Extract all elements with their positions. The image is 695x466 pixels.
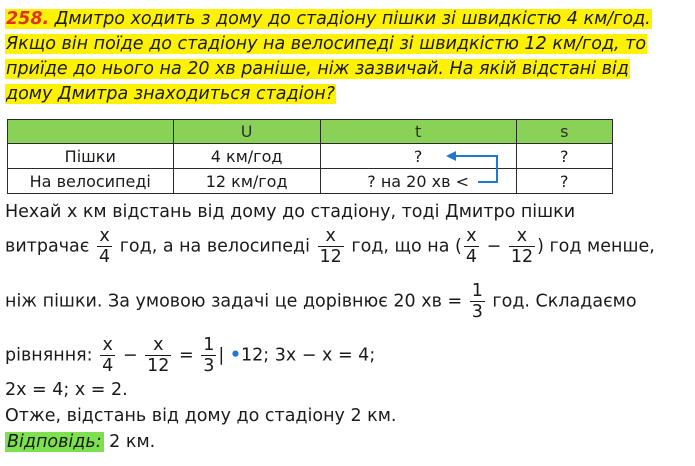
solution-text: 12; 3х − х = 4; (241, 345, 376, 366)
fraction-one-third (470, 281, 485, 322)
table-row (8, 144, 613, 169)
fraction-one-third (201, 335, 216, 376)
row-walking-speed: 4 км/год (173, 144, 320, 169)
header-speed: U (173, 120, 320, 144)
numerator: х (145, 335, 171, 356)
denominator: 12 (510, 247, 534, 267)
minus-sign: − (122, 345, 138, 366)
fraction-x-over-4 (97, 226, 112, 267)
solution-text: ) год менше, (537, 236, 655, 257)
solution-line3 (5, 281, 637, 322)
fraction-x-over-4 (464, 226, 479, 267)
numerator: х (100, 335, 115, 356)
problem-text-line3: приїде до нього на 20 хв раніше, ніж зазвичай. На якій відстані від (6, 59, 629, 79)
solution-text: витрачає (5, 236, 90, 257)
problem-text-line4: дому Дмитра знаходиться стадіон? (6, 84, 335, 104)
denominator: 3 (203, 356, 215, 376)
denominator: 12 (319, 247, 342, 267)
numerator: х (318, 226, 344, 247)
solution-line6: Отже, відстань від дому до стадіону 2 км. (5, 406, 397, 426)
row-walking-distance: ? (516, 144, 612, 169)
row-bike-time: ? на 20 хв < (320, 169, 516, 194)
numerator: 1 (203, 335, 215, 355)
problem-number: 258. (6, 9, 50, 29)
denominator: 3 (471, 302, 483, 322)
numerator: х (509, 226, 535, 247)
minus-sign: − (486, 236, 502, 257)
numerator: 1 (471, 281, 483, 301)
equals-sign: = (178, 345, 194, 366)
table-header-row (8, 120, 613, 144)
row-walking-label: Пішки (8, 144, 174, 169)
fraction-x-over-12 (145, 335, 171, 376)
answer-value: 2 км. (103, 432, 156, 452)
header-distance: s (516, 120, 612, 144)
multiply-bar: | (218, 345, 225, 366)
solution-text: год, що на ( (351, 236, 462, 257)
data-table (7, 119, 613, 194)
solution-text: рівняння: (5, 345, 93, 366)
row-bike-speed: 12 км/год (173, 169, 320, 194)
fraction-x-over-4 (100, 335, 115, 376)
denominator: 12 (147, 356, 170, 376)
fraction-x-over-12 (318, 226, 344, 267)
denominator: 4 (98, 247, 111, 267)
row-bike-distance: ? (516, 169, 612, 194)
numerator: х (97, 226, 112, 247)
row-bike-label: На велосипеді (8, 169, 174, 194)
solution-line4 (5, 335, 375, 376)
row-walking-time: ? (320, 144, 516, 169)
solution-line5: 2х = 4; х = 2. (5, 380, 128, 400)
table-row (8, 169, 613, 194)
solution-line2 (5, 226, 655, 267)
fraction-x-over-12 (509, 226, 535, 267)
problem-statement (5, 7, 690, 107)
numerator: х (464, 226, 479, 247)
denominator: 4 (465, 247, 477, 267)
problem-text-line1: Дмитро ходить з дому до стадіону пішки зі швидкістю 4 км/год. (49, 9, 651, 29)
solution-text: год, а на велосипеді (119, 236, 310, 257)
denominator: 4 (102, 356, 114, 376)
header-empty (8, 120, 174, 144)
solution-text: ніж пішки. За умовою задачі це дорівнює 20 хв = (5, 291, 463, 312)
answer-label: Відповідь: (7, 432, 102, 452)
answer-line (5, 432, 155, 452)
solution-text: год. Складаємо (492, 291, 637, 312)
bullet-icon: • (229, 345, 242, 366)
header-time: t (320, 120, 516, 144)
problem-highlight (5, 9, 652, 29)
solution-line1: Нехай х км відстань від дому до стадіону, тоді Дмитро пішки (5, 202, 576, 222)
problem-text-line2: Якщо він поїде до стадіону на велосипеді зі швидкістю 12 км/год, то (6, 34, 647, 54)
